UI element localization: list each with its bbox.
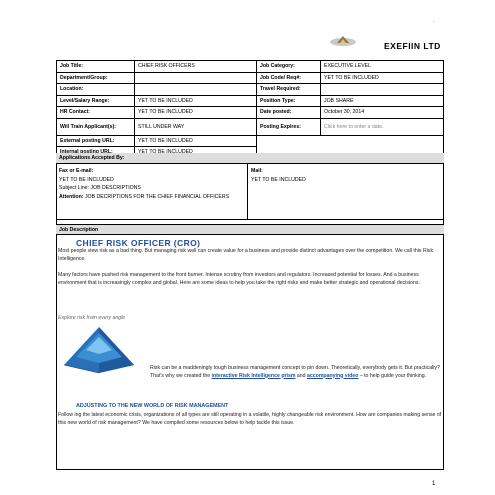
- company-logo: [328, 34, 358, 48]
- accompanying-video-link[interactable]: accompanying video: [307, 372, 359, 379]
- mail-label: Mail:: [251, 168, 263, 174]
- fax-email-label: Fax or E-mail:: [59, 168, 94, 174]
- mail-block: [248, 164, 444, 220]
- attention-label: Attention:: [59, 193, 84, 200]
- value-job-title: CHIEF RISK OFFICERS: [135, 61, 257, 73]
- table-row: [57, 107, 444, 119]
- cro-title: CHIEF RISK OFFICER (CRO): [76, 238, 201, 248]
- value-position-type: JOB SHARE: [321, 95, 444, 107]
- value-travel-required: [321, 84, 444, 96]
- factors-paragraph: Many factors have pushed risk management to the front burner. Intense scrutiny from investors and regulators. Increased potential for losses. And a business environment that is increasingly complex and global. Here are some ideas to help you take the right risks and make better strategic and operational decisions.: [58, 272, 420, 286]
- attention-value: JOB DECRIPTIONS FOR THE CHIEF FINANCIAL OFFICERS: [84, 193, 230, 200]
- page-number: 1: [432, 481, 436, 487]
- company-name: EXEFIIN LTD: [384, 41, 441, 51]
- value-salary-range: YET TO BE INCLUDED: [135, 95, 257, 107]
- label-job-code: Job Code/ Req#:: [257, 72, 321, 84]
- attention-line: [59, 193, 244, 202]
- prism-text-mid: and: [295, 372, 307, 379]
- value-location: [135, 84, 257, 96]
- job-description-header: Job Description: [56, 224, 444, 235]
- fax-email-value: YET TO BE INCLUDED: [59, 176, 114, 183]
- crisis-paragraph: Follow ing the latest economic crisis, organizations of all types are still operating in a volatile, highly changeable risk environment. How are companies making sense of this new world of risk management? We have compiled some resources below to help tackle this issue.: [58, 412, 442, 426]
- applications-header: Applications Accepted By:: [56, 153, 444, 164]
- fax-email-block: [56, 164, 248, 220]
- label-department: Department/Group:: [57, 72, 135, 84]
- intro-paragraph: Most people view risk as a bad thing. But managing risk well can create value for a business and provide distinct advantages over the competition. We call this Risk Intelligence.: [58, 248, 434, 262]
- table-row: [57, 95, 444, 107]
- value-date-posted: October 30, 2014: [321, 107, 444, 119]
- value-job-category: EXECUTIVE LEVEL: [321, 61, 444, 73]
- risk-prism-image: [56, 323, 142, 375]
- label-hr-contact: HR Contact:: [57, 107, 135, 119]
- value-will-train: STILL UNDER WAY: [135, 118, 257, 135]
- table-row: [57, 72, 444, 84]
- label-position-type: Position Type:: [257, 95, 321, 107]
- table-row: [57, 118, 444, 135]
- label-will-train: Will Train Applicant(s):: [57, 118, 135, 135]
- table-row: [57, 84, 444, 96]
- label-posting-expires: Posting Expires:: [257, 118, 321, 135]
- adjusting-heading: ADJUSTING TO THE NEW WORLD OF RISK MANAGEMENT: [76, 403, 229, 409]
- label-job-category: Job Category:: [257, 61, 321, 73]
- prism-text-start: Risk can be a maddeningly tough business management concept to pin down. Theoretically, everybody gets it. But practically? That's why we created the: [150, 365, 440, 379]
- subject-line: Subject Line: JOB DESCRIPTIONS: [59, 185, 141, 191]
- value-external-url: YET TO BE INCLUDED: [135, 135, 257, 147]
- explore-caption: Explore risk from every angle: [58, 315, 126, 321]
- label-location: Location:: [57, 84, 135, 96]
- risk-prism-link[interactable]: interactive Risk Intelligence prism: [211, 372, 296, 379]
- job-info-table: [56, 60, 444, 159]
- applications-section: [56, 164, 444, 220]
- label-travel-required: Travel Required:: [257, 84, 321, 96]
- label-date-posted: Date posted:: [257, 107, 321, 119]
- posting-expires-date-field[interactable]: Click here to enter a date.: [321, 118, 444, 135]
- prism-paragraph: [150, 365, 442, 380]
- header-dot: .: [433, 18, 435, 24]
- table-row: [57, 135, 444, 147]
- table-row: [57, 61, 444, 73]
- label-external-url: External posting URL:: [57, 135, 135, 147]
- prism-text-end: – to help guide your thinking.: [358, 372, 427, 379]
- empty-cell: [257, 135, 444, 147]
- value-department: [135, 72, 257, 84]
- label-salary-range: Level/Salary Range:: [57, 95, 135, 107]
- label-job-title: Job Title:: [57, 61, 135, 73]
- value-hr-contact: YET TO BE INCLUDED: [135, 107, 257, 119]
- mail-value: YET TO BE INCLUDED: [251, 176, 306, 183]
- value-job-code: YET TO BE INCLUDED: [321, 72, 444, 84]
